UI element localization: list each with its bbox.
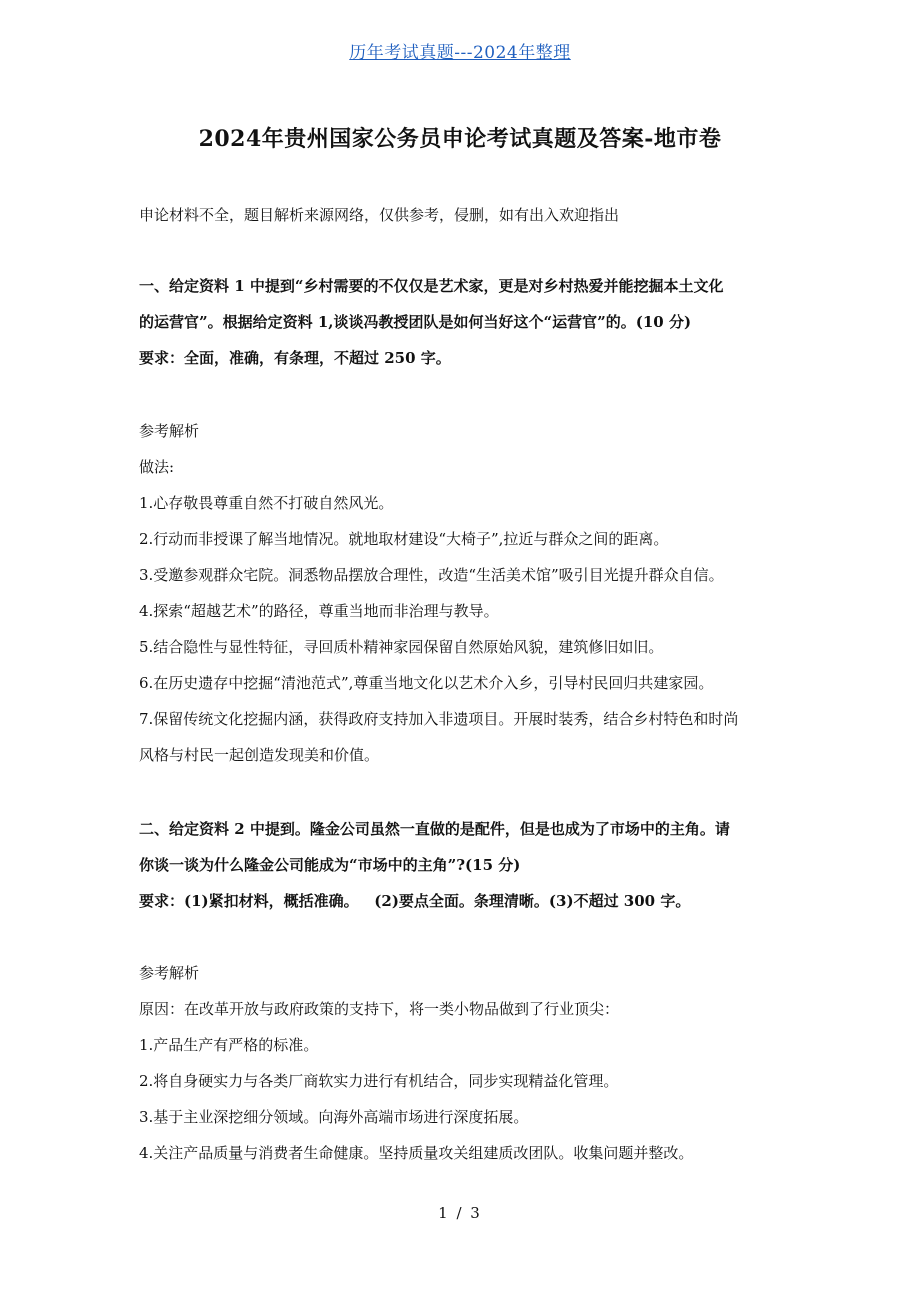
answer-1-label: 参考解析 (139, 422, 200, 440)
list-item: 2.将自身硬实力与各类厂商软实力进行有机结合，同步实现精益化管理。 (139, 1072, 619, 1090)
list-item-continued: 风格与村民一起创造发现美和价值。 (139, 746, 380, 764)
question-1-line-1: 一、给定资料 1 中提到“乡村需要的不仅仅是艺术家，更是对乡村热爱并能挖掘本土文化 (139, 277, 724, 295)
answer-1-section (139, 413, 784, 773)
answer-2-section (139, 955, 784, 1171)
answer-2-reason-intro: 原因：在改革开放与政府政策的支持下，将一类小物品做到了行业顶尖： (139, 1000, 620, 1018)
answer-2-label: 参考解析 (139, 964, 200, 982)
disclaimer-note (139, 197, 784, 233)
list-item: 1.心存敬畏尊重自然不打破自然风光。 (139, 494, 394, 512)
list-item: 7.保留传统文化挖掘内涵，获得政府支持加入非遗项目。开展时装秀，结合乡村特色和时尚 (139, 710, 739, 728)
question-1-requirement: 要求：全面，准确，有条理，不超过 250 字。 (139, 349, 451, 367)
question-1-line-2: 的运营官”。根据给定资料 1,谈谈冯教授团队是如何当好这个“运营官”的。(10 分) (139, 313, 692, 331)
question-2-line-2: 你谈一谈为什么隆金公司能成为“市场中的主角”?(15 分) (139, 856, 521, 874)
header-link[interactable]: 历年考试真题---2024年整理 (349, 43, 571, 63)
question-2 (139, 811, 784, 919)
list-item: 5.结合隐性与显性特征，寻回质朴精神家园保留自然原始风貌，建筑修旧如旧。 (139, 638, 664, 656)
list-item: 3.基于主业深挖细分领域。向海外高端市场进行深度拓展。 (139, 1108, 529, 1126)
question-2-line-1: 二、给定资料 2 中提到。隆金公司虽然一直做的是配件，但是也成为了市场中的主角。请 (139, 820, 730, 838)
list-item: 1.产品生产有严格的标准。 (139, 1036, 319, 1054)
question-2-requirement: 要求：(1)紧扣材料，概括准确。 (2)要点全面。条理清晰。(3)不超过 300 字。 (139, 892, 691, 910)
list-item: 6.在历史遗存中挖掘“清池范式”,尊重当地文化以艺术介入乡，引导村民回归共建家园。 (139, 674, 714, 692)
disclaimer-text: 申论材料不全，题目解析来源网络，仅供参考，侵删，如有出入欢迎指出 (139, 206, 620, 224)
page-title: 2024年贵州国家公务员申论考试真题及答案-地市卷 (198, 126, 722, 152)
list-item: 4.关注产品质量与消费者生命健康。坚持质量攻关组建质改团队。收集问题并整改。 (139, 1144, 694, 1162)
list-item: 3.受邀参观群众宅院。洞悉物品摆放合理性，改造“生活美术馆”吸引目光提升群众自信。 (139, 566, 724, 584)
question-1 (139, 268, 784, 376)
list-item: 2.行动而非授课了解当地情况。就地取材建设“大椅子”,拉近与群众之间的距离。 (139, 530, 669, 548)
list-item: 4.探索“超越艺术”的路径，尊重当地而非治理与教导。 (139, 602, 499, 620)
page-indicator: 1 / 3 (438, 1204, 482, 1222)
answer-1-method-label: 做法: (139, 458, 175, 476)
